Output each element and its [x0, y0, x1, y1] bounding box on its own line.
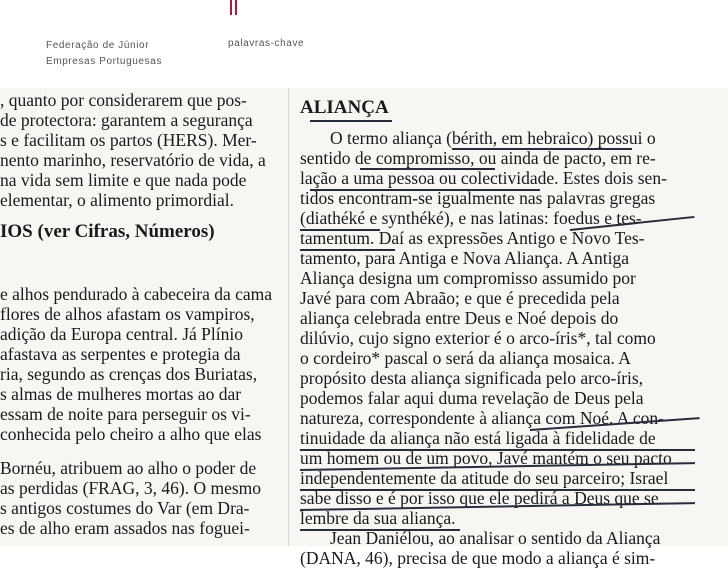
entry-title: ALIANÇA — [300, 97, 389, 118]
right-line-4: tidos encontram-se igualmente nas palavras gregas — [300, 188, 656, 208]
right-line-13: propósito desta aliança significada pelo arco-íris, — [300, 368, 644, 388]
accent-bar-right — [235, 0, 237, 15]
pen-underline — [300, 529, 460, 531]
left-line-5: na vida sem limite e que nada pode — [0, 170, 247, 190]
right-line-19: sabe disso e é por isso que ele pedirá a Deus que se — [300, 488, 659, 508]
right-line-1: O termo aliança (bérith, em hebraico) possui o — [330, 128, 656, 148]
pen-underline — [310, 120, 392, 122]
right-line-12: o cordeiro* pascal o será da aliança mosaica. A — [300, 348, 631, 368]
pen-underline — [300, 489, 695, 491]
left-section-heading: IOS (ver Cifras, Números) — [0, 221, 215, 242]
pen-underline — [310, 189, 540, 191]
left-line-16: Bornéu, atribuem ao alho o poder de — [0, 458, 257, 478]
right-line-2: sentido de compromisso, ou ainda de pacto, em re- — [300, 148, 656, 168]
keywords-label: palavras-chave — [228, 38, 305, 49]
right-line-16: tinuidade da aliança não está ligada à fidelidade de — [300, 428, 656, 448]
pen-underline — [300, 249, 395, 251]
left-line-8: e alhos pendurado à cabeceira da cama — [0, 284, 273, 304]
organization-name — [46, 38, 162, 70]
left-line-2: de protectora: garantem a segurança — [0, 110, 253, 130]
right-line-20: lembre da sua aliança. — [300, 508, 456, 528]
right-line-21: Jean Daniélou, ao analisar o sentido da Aliança — [330, 528, 661, 548]
left-line-9: flores de alhos afastam os vampiros, — [0, 304, 255, 324]
pen-underline — [360, 168, 495, 170]
right-line-11: dilúvio, cujo signo exterior é o arco-íris*, tal como — [300, 328, 656, 348]
right-line-9: Javé para com Abraão; e que é precedida pela — [300, 288, 620, 308]
left-line-15: conhecida pelo cheiro a alho que elas — [0, 424, 262, 444]
pen-underline — [300, 449, 695, 451]
left-line-3: s e facilitam os partos (HERS). Mer- — [0, 130, 257, 150]
right-line-15: natureza, correspondente à aliança com Noé. A con- — [300, 408, 664, 428]
column-divider — [288, 88, 289, 546]
pen-underline — [452, 148, 632, 150]
right-line-22: (DANA, 46), precisa de que modo a aliança é sim- — [300, 548, 656, 568]
right-line-5: (diathéké e synthéké), e nas latinas: foedus e tes- — [300, 208, 642, 228]
pen-underline — [300, 229, 380, 231]
left-line-6: elementar, o alimento primordial. — [0, 190, 235, 210]
right-line-18: independentemente da atitude do seu parceiro; Israel — [300, 468, 669, 488]
org-name-line-2: Empresas Portuguesas — [46, 56, 162, 67]
left-line-13: s almas de mulheres mortas ao dar — [0, 384, 242, 404]
left-line-18: s antigos costumes do Var (em Dra- — [0, 498, 250, 518]
left-line-14: essam de noite para perseguir os vi- — [0, 404, 251, 424]
org-name-line-1: Federação de Júnior — [46, 40, 150, 51]
left-line-11: afastava as serpentes e protegia da — [0, 344, 241, 364]
left-line-12: ria, segundo as crenças dos Buriatas, — [0, 364, 258, 384]
right-line-3: lação a uma pessoa ou colectividade. Estes dois sen- — [300, 168, 667, 188]
left-line-4: nento marinho, reservatório de vida, a — [0, 150, 266, 170]
left-line-10: adição da Europa central. Já Plínio — [0, 324, 243, 344]
right-line-6: tamentum. Daí as expressões Antigo e Novo Tes- — [300, 228, 645, 248]
accent-bar-left — [230, 0, 232, 15]
right-line-8: Aliança designa um compromisso assumido por — [300, 268, 636, 288]
right-line-7: tamento, para Antiga e Nova Aliança. A Antiga — [300, 248, 630, 268]
left-line-1: , quanto por considerarem que pos- — [0, 90, 247, 110]
left-line-19: es de alho eram assados nas foguei- — [0, 518, 250, 538]
right-line-10: aliança celebrada entre Deus e Noé depois do — [300, 308, 619, 328]
left-line-17: as perdidas (FRAG, 3, 46). O mesmo — [0, 478, 262, 498]
right-line-14: podemos falar aqui duma revelação de Deus pela — [300, 388, 644, 408]
right-line-17: um homem ou de um povo, Javé mantém o seu pacto — [300, 448, 672, 468]
scanned-page — [0, 88, 728, 568]
